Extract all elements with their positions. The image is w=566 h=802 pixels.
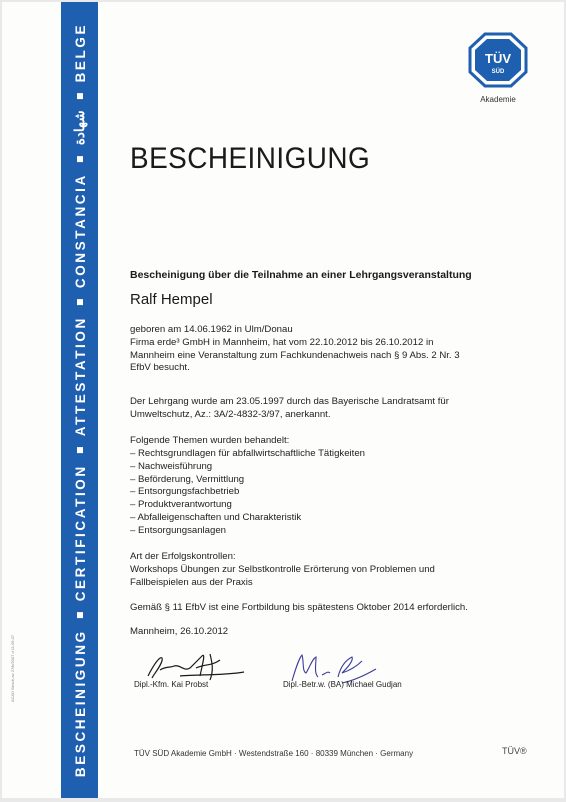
signatory-right-name: Dipl.-Betr.w. (BA) Michael Gudjan	[283, 680, 402, 689]
accreditation-note	[130, 396, 449, 422]
document-code: ACAD Besch-sv 27/k/2007 d 11.09.07	[10, 634, 15, 702]
footer-trademark: TÜV®	[502, 746, 527, 756]
list-item: – Abfalleigenschaften und Charakteristik	[130, 511, 302, 523]
band-separator	[77, 156, 83, 162]
text-line: Fallbeispielen aus der Praxis	[130, 576, 253, 588]
side-band	[61, 2, 98, 798]
list-item: – Entsorgungsanlagen	[130, 524, 227, 536]
footer-address: TÜV SÜD Akademie GmbH · Westendstraße 160 · 80339 München · Germany	[134, 749, 414, 758]
band-item-bescheinigung: BESCHEINIGUNG	[72, 629, 87, 778]
text-line: Firma erde³ GmbH in Mannheim, hat vom 22.10.2012 bis 26.10.2012 in	[130, 336, 434, 348]
certificate-page	[2, 2, 564, 798]
band-item-constancia: CONSTANCIA	[72, 173, 87, 289]
list-item: – Beförderung, Vermittlung	[130, 473, 245, 485]
text-line: geboren am 14.06.1962 in Ulm/Donau	[130, 324, 293, 335]
band-item-belge: BELGE	[72, 22, 87, 83]
band-item-attestation: ATTESTATION	[72, 316, 87, 437]
band-text	[72, 23, 88, 777]
signatory-left-name: Dipl.-Kfm. Kai Probst	[134, 680, 209, 689]
document-subtitle: Bescheinigung über die Teilnahme an einer Lehrgangsveranstaltung	[130, 269, 472, 281]
text-line: Workshops Übungen zur Selbstkontrolle Erörterung von Problemen und	[130, 564, 435, 575]
participant-details	[130, 324, 460, 375]
list-item: – Produktverantwortung	[130, 499, 232, 511]
logo-bottom-text: SÜD	[491, 69, 505, 75]
band-separator	[77, 612, 83, 618]
band-item-arabic: شهادة	[71, 110, 87, 146]
list-item: – Nachweisführung	[130, 460, 213, 472]
band-separator	[77, 299, 83, 305]
band-separator	[77, 447, 83, 453]
list-item: – Entsorgungsfachbetrieb	[130, 486, 240, 498]
exam-text	[130, 564, 435, 590]
topics-list	[130, 448, 365, 538]
renewal-note: Gemäß § 11 EfbV ist eine Fortbildung bis spätestens Oktober 2014 erforderlich.	[130, 602, 468, 613]
document-title: BESCHEINIGUNG	[130, 142, 371, 175]
logo-top-text: TÜV	[485, 51, 511, 66]
exam-label: Art der Erfolgskontrollen:	[130, 551, 236, 562]
text-line: EfbV besucht.	[130, 362, 190, 374]
text-line: Mannheim eine Veranstaltung zum Fachkundenachweis nach § 9 Abs. 2 Nr. 3	[130, 349, 460, 361]
list-item: – Rechtsgrundlagen für abfallwirtschaftliche Tätigkeiten	[130, 448, 365, 459]
text-line: Der Lehrgang wurde am 23.05.1997 durch das Bayerische Landratsamt für	[130, 396, 449, 407]
band-item-certification: CERTIFICATION	[72, 464, 87, 602]
logo-caption: Akademie	[480, 95, 516, 104]
topics-heading: Folgende Themen wurden behandelt:	[130, 435, 290, 446]
band-separator	[77, 93, 83, 99]
participant-name: Ralf Hempel	[130, 291, 213, 308]
text-line: Umweltschutz, Az.: 3A/2-4832-3/97, anerkannt.	[130, 408, 331, 420]
tuv-sud-logo-icon	[468, 32, 528, 88]
place-date: Mannheim, 26.10.2012	[130, 626, 229, 637]
